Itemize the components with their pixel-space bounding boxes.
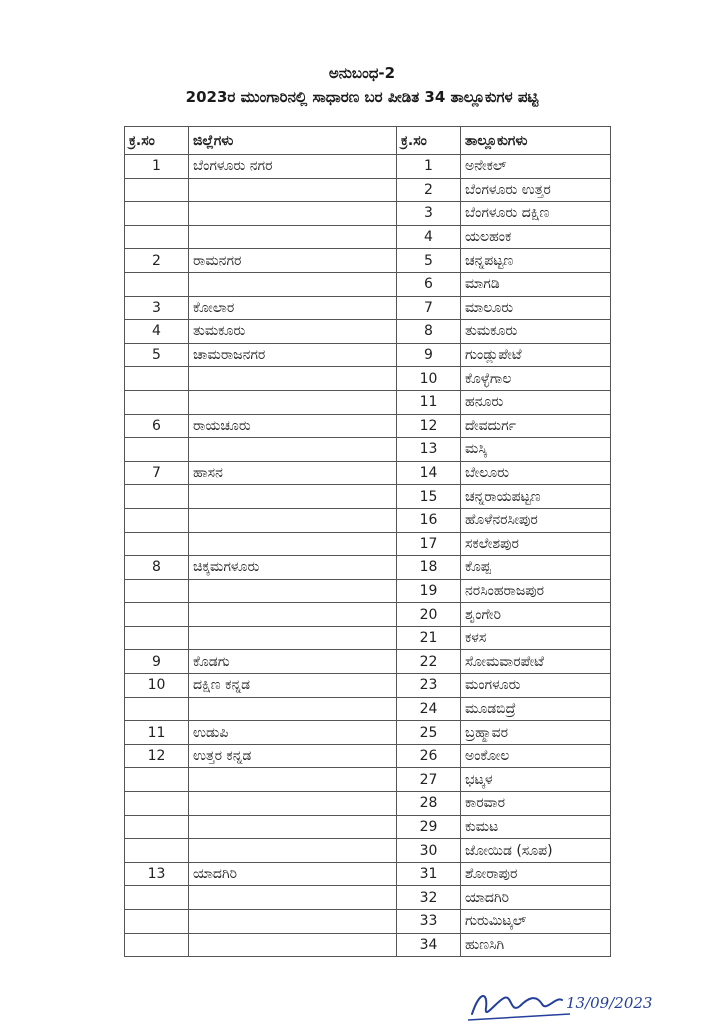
district-name-cell: ಕೋಲಾರ [189,296,397,320]
taluk-name-cell: ಅಂಕೋಲ [461,744,611,768]
table-row [125,579,611,603]
taluk-serial-cell: 3 [397,202,461,226]
table-row [125,556,611,580]
table-row [125,792,611,816]
district-name-cell [189,839,397,863]
signature-underline [468,1014,570,1020]
taluk-serial-cell: 5 [397,249,461,273]
district-serial-cell [125,815,189,839]
taluk-serial-cell: 15 [397,485,461,509]
table-row [125,532,611,556]
district-name-cell: ರಾಯಚೂರು [189,414,397,438]
taluk-table [124,126,611,957]
district-serial-cell [125,202,189,226]
taluk-serial-cell: 21 [397,626,461,650]
district-serial-cell [125,367,189,391]
taluk-serial-cell: 27 [397,768,461,792]
district-serial-cell: 4 [125,320,189,344]
taluk-serial-cell: 26 [397,744,461,768]
taluk-name-cell: ಮಾಗಡಿ [461,272,611,296]
district-serial-cell [125,910,189,934]
annexure-title: ಅನುಬಂಧ-2 [328,64,396,82]
taluk-serial-cell: 16 [397,508,461,532]
taluk-name-cell: ಗುರುಮಿಟ್ಕಲ್ [461,910,611,934]
taluk-name-cell: ಯಲಹಂಕ [461,225,611,249]
table-row [125,910,611,934]
taluk-name-cell: ಕುಮಟ [461,815,611,839]
taluk-serial-cell: 34 [397,933,461,957]
signature-date: 13/09/2023 [566,994,653,1012]
taluk-name-cell: ದೇವದುರ್ಗ [461,414,611,438]
taluk-serial-cell: 24 [397,697,461,721]
district-serial-cell [125,390,189,414]
district-name-cell [189,532,397,556]
table-body [125,155,611,957]
taluk-name-cell: ಶೃಂಗೇರಿ [461,603,611,627]
district-serial-cell: 5 [125,343,189,367]
taluk-name-cell: ಸೋಮವಾರಪೇಟೆ [461,650,611,674]
taluk-name-cell: ಕೊಳ್ಳೆಗಾಲ [461,367,611,391]
district-name-cell [189,768,397,792]
table-row [125,225,611,249]
district-serial-cell [125,508,189,532]
district-name-cell: ಉಡುಪಿ [189,721,397,745]
taluk-name-cell: ಮಂಗಳೂರು [461,674,611,698]
taluk-name-cell: ಅನೇಕಲ್ [461,155,611,179]
district-serial-cell: 13 [125,862,189,886]
header-serial-taluk: ಕ್ರ.ಸಂ [397,127,461,155]
taluk-serial-cell: 29 [397,815,461,839]
district-name-cell [189,603,397,627]
district-serial-cell: 7 [125,461,189,485]
taluk-serial-cell: 20 [397,603,461,627]
table-row [125,390,611,414]
district-serial-cell [125,768,189,792]
district-serial-cell [125,792,189,816]
district-name-cell: ರಾಮನಗರ [189,249,397,273]
header-taluks: ತಾಲ್ಲೂಕುಗಳು [461,127,611,155]
district-serial-cell [125,438,189,462]
taluk-name-cell: ನರಸಿಂಹರಾಜಪುರ [461,579,611,603]
district-name-cell: ಉತ್ತರ ಕನ್ನಡ [189,744,397,768]
table-row [125,626,611,650]
header-serial-district: ಕ್ರ.ಸಂ [125,127,189,155]
district-name-cell [189,485,397,509]
taluk-name-cell: ಗುಂಡ್ಲುಪೇಟೆ [461,343,611,367]
taluk-serial-cell: 2 [397,178,461,202]
taluk-serial-cell: 30 [397,839,461,863]
table-row [125,249,611,273]
table-row [125,674,611,698]
taluk-serial-cell: 13 [397,438,461,462]
taluk-serial-cell: 4 [397,225,461,249]
district-serial-cell: 8 [125,556,189,580]
district-name-cell [189,933,397,957]
district-serial-cell: 10 [125,674,189,698]
taluk-name-cell: ಜೋಯಿಡ (ಸೂಪ) [461,839,611,863]
district-name-cell: ಹಾಸನ [189,461,397,485]
taluk-name-cell: ಮಾಲೂರು [461,296,611,320]
district-name-cell [189,178,397,202]
district-name-cell: ದಕ್ಷಿಣ ಕನ್ನಡ [189,674,397,698]
taluk-name-cell: ಮಸ್ಕಿ [461,438,611,462]
taluk-serial-cell: 17 [397,532,461,556]
district-serial-cell [125,839,189,863]
table-row [125,839,611,863]
district-serial-cell: 9 [125,650,189,674]
district-serial-cell [125,579,189,603]
table-row [125,202,611,226]
district-name-cell: ಯಾದಗಿರಿ [189,862,397,886]
district-serial-cell [125,272,189,296]
district-name-cell [189,697,397,721]
district-name-cell [189,272,397,296]
taluk-serial-cell: 18 [397,556,461,580]
table-row [125,414,611,438]
taluk-name-cell: ತುಮಕೂರು [461,320,611,344]
district-name-cell [189,390,397,414]
table-row [125,320,611,344]
taluk-name-cell: ಕೊಪ್ಪ [461,556,611,580]
taluk-name-cell: ಯಾದಗಿರಿ [461,886,611,910]
district-name-cell: ಚಾಮರಾಜನಗರ [189,343,397,367]
district-serial-cell: 2 [125,249,189,273]
district-name-cell [189,910,397,934]
district-serial-cell [125,933,189,957]
district-serial-cell: 11 [125,721,189,745]
taluk-name-cell: ಬೆಂಗಳೂರು ಉತ್ತರ [461,178,611,202]
district-name-cell: ಕೊಡಗು [189,650,397,674]
district-serial-cell [125,697,189,721]
table-row [125,886,611,910]
table-row [125,862,611,886]
taluk-name-cell: ಶೋರಾಪುರ [461,862,611,886]
taluk-serial-cell: 6 [397,272,461,296]
district-name-cell [189,579,397,603]
district-name-cell [189,886,397,910]
district-serial-cell: 3 [125,296,189,320]
taluk-name-cell: ಭಟ್ಕಳ [461,768,611,792]
district-name-cell [189,367,397,391]
taluk-name-cell: ಕಳಸ [461,626,611,650]
taluk-serial-cell: 14 [397,461,461,485]
table-row [125,815,611,839]
taluk-name-cell: ಸಕಲೇಶಪುರ [461,532,611,556]
district-name-cell [189,792,397,816]
table-row [125,485,611,509]
district-name-cell [189,815,397,839]
district-name-cell [189,626,397,650]
table-row [125,650,611,674]
taluk-name-cell: ಹನೂರು [461,390,611,414]
table-row [125,367,611,391]
taluk-name-cell: ಹೊಳೆನರಸೀಪುರ [461,508,611,532]
taluk-name-cell: ಕಾರವಾರ [461,792,611,816]
taluk-serial-cell: 9 [397,343,461,367]
taluk-name-cell: ಚನ್ನರಾಯಪಟ್ಟಣ [461,485,611,509]
table-row [125,296,611,320]
district-serial-cell: 1 [125,155,189,179]
taluk-serial-cell: 1 [397,155,461,179]
table-row [125,461,611,485]
district-name-cell: ಚಿಕ್ಕಮಗಳೂರು [189,556,397,580]
taluk-serial-cell: 22 [397,650,461,674]
table-row [125,933,611,957]
taluk-serial-cell: 10 [397,367,461,391]
table-row [125,438,611,462]
taluk-serial-cell: 23 [397,674,461,698]
table-row [125,343,611,367]
table-row [125,768,611,792]
taluk-name-cell: ಚನ್ನಪಟ್ಟಣ [461,249,611,273]
taluk-serial-cell: 25 [397,721,461,745]
district-serial-cell [125,886,189,910]
table-row [125,272,611,296]
district-name-cell [189,202,397,226]
district-serial-cell [125,178,189,202]
district-serial-cell [125,626,189,650]
header-districts: ಜಿಲ್ಲೆಗಳು [189,127,397,155]
taluk-name-cell: ಬೆಂಗಳೂರು ದಕ್ಷಿಣ [461,202,611,226]
district-name-cell: ತುಮಕೂರು [189,320,397,344]
table-row [125,744,611,768]
district-serial-cell: 12 [125,744,189,768]
district-serial-cell [125,603,189,627]
taluk-serial-cell: 28 [397,792,461,816]
district-serial-cell [125,532,189,556]
taluk-serial-cell: 7 [397,296,461,320]
district-serial-cell [125,225,189,249]
signature [466,984,696,1024]
table-row [125,697,611,721]
district-serial-cell [125,485,189,509]
district-name-cell: ಬೆಂಗಳೂರು ನಗರ [189,155,397,179]
district-name-cell [189,225,397,249]
taluk-serial-cell: 11 [397,390,461,414]
taluk-serial-cell: 33 [397,910,461,934]
taluk-serial-cell: 31 [397,862,461,886]
taluk-name-cell: ಬ್ರಹ್ಮಾವರ [461,721,611,745]
table-row [125,508,611,532]
taluk-serial-cell: 19 [397,579,461,603]
table-row [125,178,611,202]
taluk-serial-cell: 32 [397,886,461,910]
district-serial-cell: 6 [125,414,189,438]
table-row [125,155,611,179]
taluk-name-cell: ಮೂಡಬಿದ್ರೆ [461,697,611,721]
document-subtitle: 2023ರ ಮುಂಗಾರಿನಲ್ಲಿ ಸಾಧಾರಣ ಬರ ಪೀಡಿತ 34 ತಾಲ್ಲೂಕುಗಳ ಪಟ್ಟಿ [185,88,539,106]
district-name-cell [189,438,397,462]
table-header-row [125,127,611,155]
taluk-serial-cell: 12 [397,414,461,438]
taluk-serial-cell: 8 [397,320,461,344]
table-row [125,721,611,745]
district-name-cell [189,508,397,532]
signature-scribble [472,996,562,1014]
taluk-name-cell: ಹುಣಸಿಗಿ [461,933,611,957]
table-row [125,603,611,627]
taluk-name-cell: ಬೇಲೂರು [461,461,611,485]
